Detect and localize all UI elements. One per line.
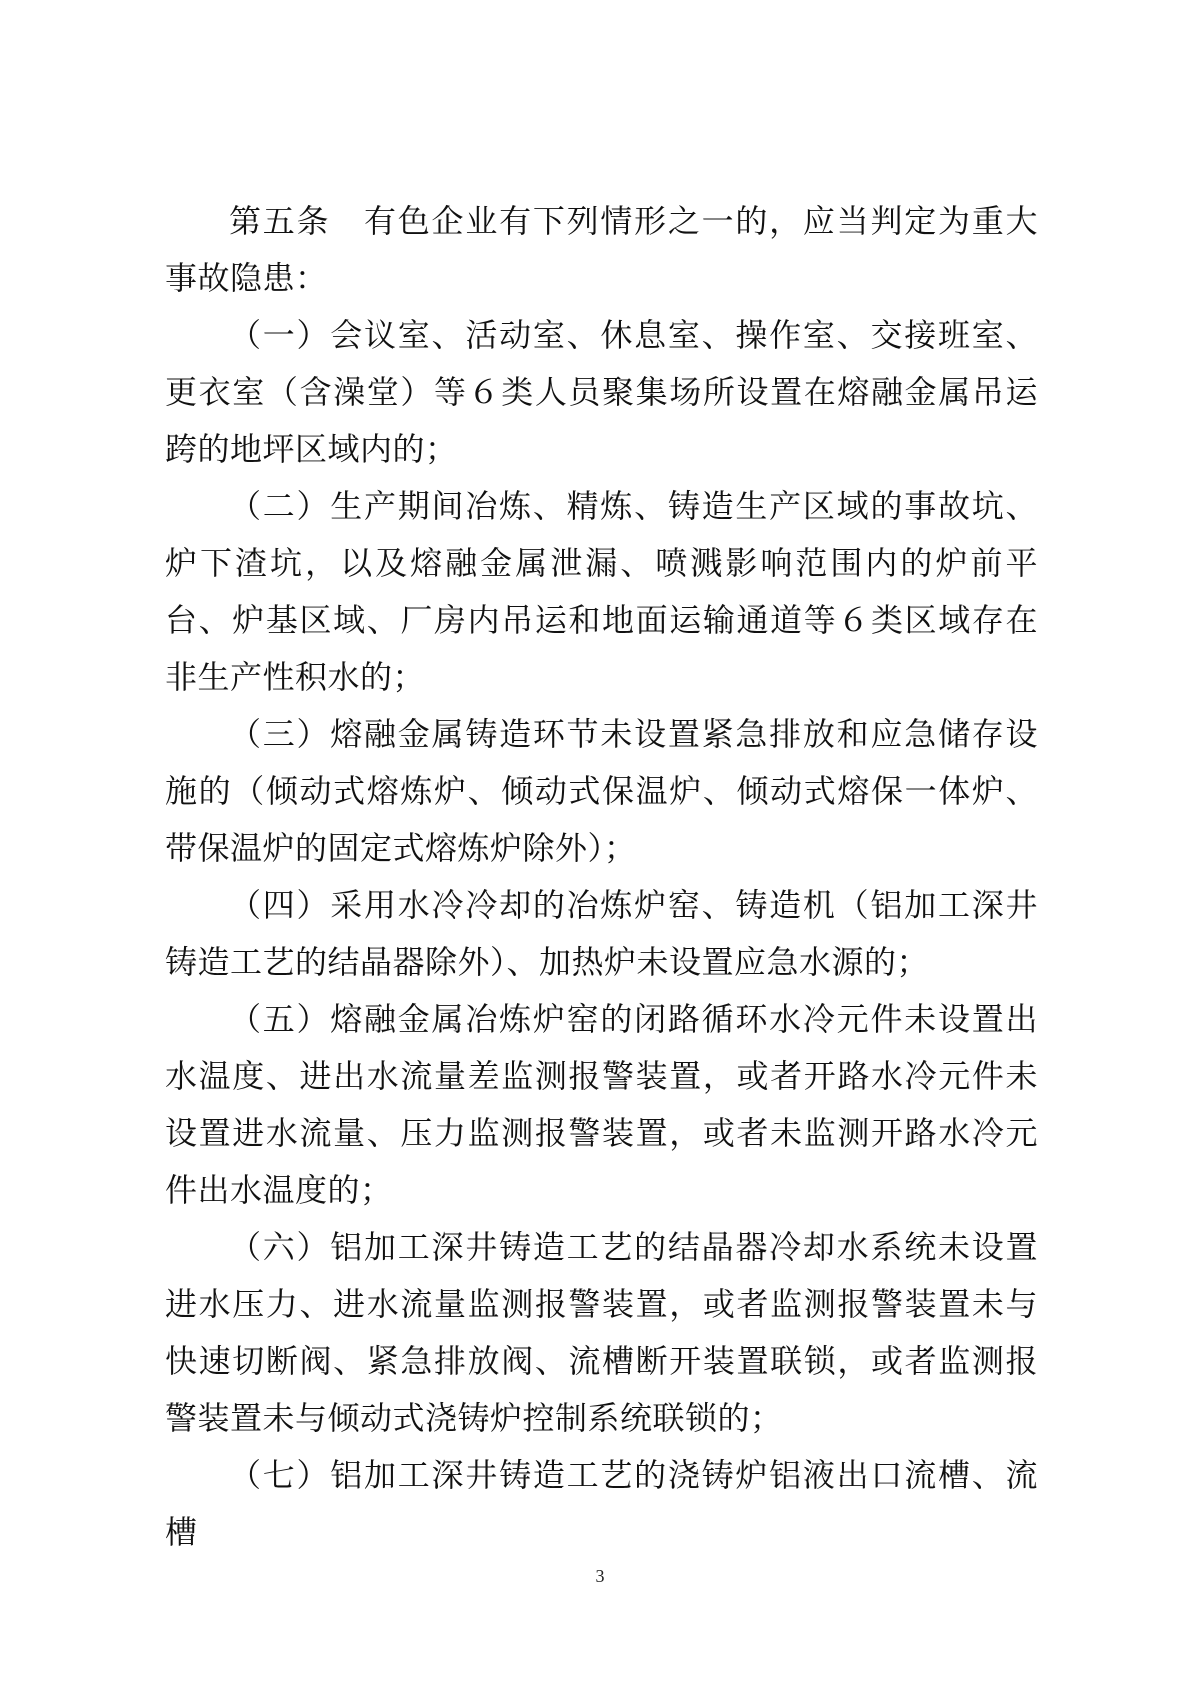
clause-4-paragraph: （四）采用水冷冷却的冶炼炉窑、铸造机（铝加工深井铸造工艺的结晶器除外）、加热炉未设置应急水源的； bbox=[165, 886, 1038, 981]
clause-7-paragraph: （七）铝加工深井铸造工艺的浇铸炉铝液出口流槽、流槽 bbox=[165, 1456, 1038, 1551]
page-number: 3 bbox=[595, 1566, 605, 1586]
clause-5-paragraph: （五）熔融金属冶炼炉窑的闭路循环水冷元件未设置出水温度、进出水流量差监测报警装置，或者开路水冷元件未设置进水流量、压力监测报警装置，或者未监测开路水冷元件出水温度的； bbox=[165, 1000, 1038, 1209]
clause-1-paragraph: （一）会议室、活动室、休息室、操作室、交接班室、更衣室（含澡堂）等６类人员聚集场所设置在熔融金属吊运跨的地坪区域内的； bbox=[165, 316, 1038, 468]
article-heading-paragraph: 第五条 有色企业有下列情形之一的，应当判定为重大事故隐患： bbox=[165, 202, 1038, 297]
body-text bbox=[165, 193, 1038, 1561]
clause-6-paragraph: （六）铝加工深井铸造工艺的结晶器冷却水系统未设置进水压力、进水流量监测报警装置，或者监测报警装置未与快速切断阀、紧急排放阀、流槽断开装置联锁，或者监测报警装置未与倾动式浇铸炉控制系统联锁的； bbox=[165, 1228, 1038, 1437]
clause-2-paragraph: （二）生产期间冶炼、精炼、铸造生产区域的事故坑、炉下渣坑，以及熔融金属泄漏、喷溅影响范围内的炉前平台、炉基区域、厂房内吊运和地面运输通道等６类区域存在非生产性积水的； bbox=[165, 487, 1038, 696]
clause-3-paragraph: （三）熔融金属铸造环节未设置紧急排放和应急储存设施的（倾动式熔炼炉、倾动式保温炉、倾动式熔保一体炉、带保温炉的固定式熔炼炉除外）； bbox=[165, 715, 1038, 867]
